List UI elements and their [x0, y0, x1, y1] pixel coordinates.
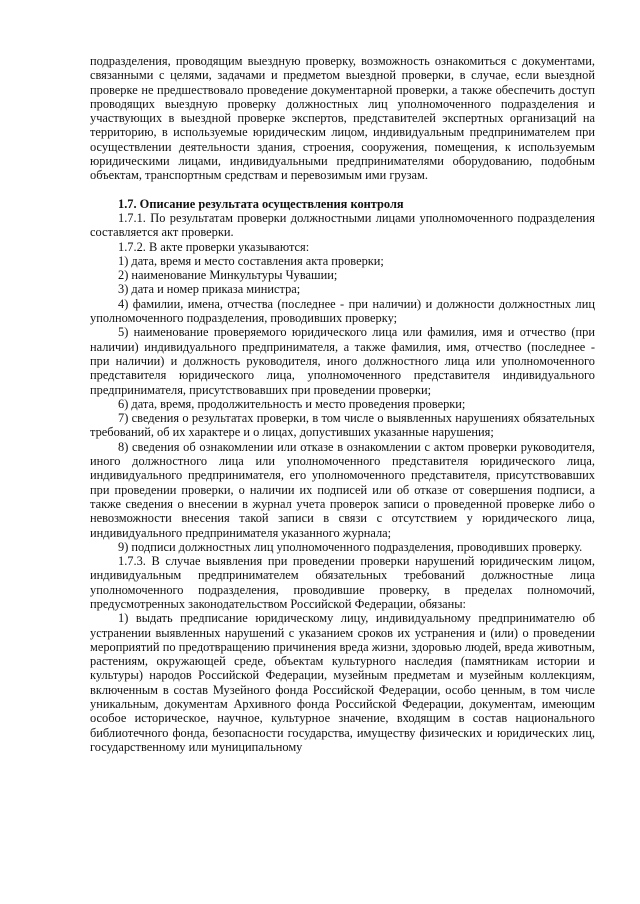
list-item: 9) подписи должностных лиц уполномоченного подразделения, проводивших проверку.	[118, 539, 583, 554]
list-item: 7) сведения о результатах проверки, в том числе о выявленных нарушениях обязательных требований, об их характере и о лицах, допустивших указанные нарушения;	[90, 411, 595, 440]
list-item: 1) дата, время и место составления акта проверки;	[118, 253, 384, 268]
list-item: 3) дата и номер приказа министра;	[118, 282, 301, 297]
list-item: 8) сведения об ознакомлении или отказе в ознакомлении с актом проверки руководителя, иного должностного лица или уполномоченного представителя юридического лица, индивидуального предпринимателя, его уполномоченного представителя, присутствовавших при проведении проверки, о наличии их подписей или об отказе от совершения подписи, а также сведения о внесении в журнал учета проверок записи о проведенной проверке либо о невозможности внесения такой записи в связи с отсутствием у юридического лица, индивидуального предпринимателя указанного журнала;	[90, 439, 595, 540]
document-page	[90, 54, 595, 754]
paragraph-1-7-3: 1.7.3. В случае выявления при проведении проверки нарушений юридическим лицом, индивидуальным предпринимателем обязательных требований должностные лица уполномоченного подразделения, проводившие проверку, в пределах полномочий, предусмотренных законодательством Российской Федерации, обязаны:	[90, 554, 595, 611]
paragraph-1-7-3-item-1: 1) выдать предписание юридическому лицу, индивидуальному предпринимателю об устранении выявленных нарушений с указанием сроков их устранения и (или) о проведении мероприятий по предотвращению причинения вреда жизни, здоровью людей, вреда животным, растениям, окружающей среде, объектам культурного наследия (памятникам истории и культуры) народов Российской Федерации, музейным предметам и музейным коллекциям, включенным в состав Музейного фонда Российской Федерации, особо ценным, в том числе уникальным, документам Архивного фонда Российской Федерации, документам, имеющим особое историческое, научное, культурное значение, входящим в состав национального библиотечного фонда, безопасности государства, имуществу физических и юридических лиц, государственному или муниципальному	[90, 611, 595, 754]
list-item: 5) наименование проверяемого юридического лица или фамилия, имя и отчество (при наличии) индивидуального предпринимателя, а также фамилия, имя, отчество (последнее - при наличии) и должность руководителя, иного должностного лица или уполномоченного представителя юридического лица, уполномоченного представителя индивидуального предпринимателя, присутствовавших при проведении проверки;	[90, 325, 595, 397]
section-heading: 1.7. Описание результата осуществления контроля	[118, 196, 404, 211]
list-item: 2) наименование Минкультуры Чувашии;	[118, 268, 338, 283]
list-item: 6) дата, время, продолжительность и место проведения проверки;	[118, 396, 466, 411]
paragraph-1-7-2: 1.7.2. В акте проверки указываются:	[118, 239, 310, 254]
intro-paragraph: подразделения, проводящим выездную проверку, возможность ознакомиться с документами, связанными с целями, задачами и предметом выездной проверки, в случае, если выездной проверке не предшествовало проведение документарной проверки, а также обеспечить доступ проводящих выездную проверку должностных лиц уполномоченного подразделения и участвующих в выездной проверке экспертов, представителей экспертных организаций на территорию, в используемые юридическим лицом, индивидуальным предпринимателем при осуществлении деятельности здания, строения, сооружения, помещения, к используемым юридическими лицами, индивидуальными предпринимателями оборудованию, подобным объектам, транспортным средствам и перевозимым ими грузам.	[90, 54, 595, 183]
paragraph-1-7-1: 1.7.1. По результатам проверки должностными лицами уполномоченного подразделения составляется акт проверки.	[90, 210, 595, 240]
list-item: 4) фамилии, имена, отчества (последнее - при наличии) и должности должностных лиц уполномоченного подразделения, проводивших проверку;	[90, 296, 595, 326]
